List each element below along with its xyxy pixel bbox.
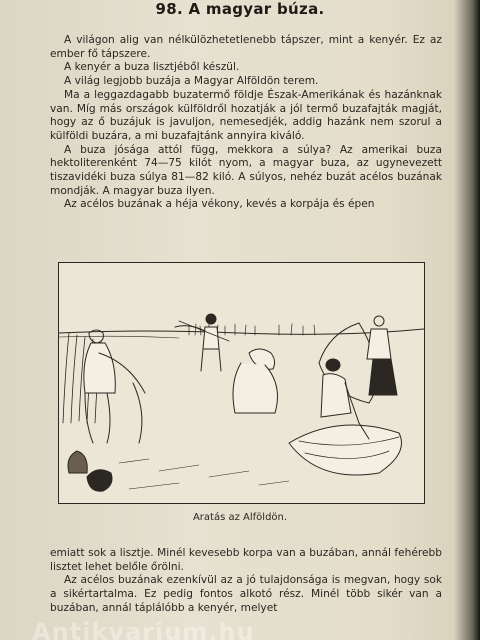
paragraph: Az acélos buzának ezenkívül az a jó tulajdonsága is megvan, hogy sok a sikértartalma. Ez pedig fontos alkotó rész. Minél több sikér van a buzában, annál táplálóbb a kenyér, melyet (50, 574, 442, 614)
harvest-illustration (58, 262, 425, 504)
figure-caption: Aratás az Alföldön. (192, 512, 288, 523)
paragraph: Ma a leggazdagabb buzatermő földje Észak-Amerikának és hazánknak van. Míg más országok külföldről hozatják a jól termő buzafajták magját, hogy az ő buzájuk is javuljon, nemesedjék, addig hazánk nem szorul a külföldi buzára, a mi buzafajtánk annyira kiváló. (50, 88, 442, 142)
paragraph: A világ legjobb buzája a Magyar Alföldön terem. (64, 75, 319, 88)
bottom-text-block (50, 547, 442, 616)
paragraph: Az acélos buzának a héja vékony, kevés a korpája és épen (64, 198, 375, 211)
paragraph: A kenyér a buza lisztjéből készül. (64, 61, 240, 74)
paragraph: A világon alig van nélkülözhetetlenebb tápszer, mint a kenyér. Ez az ember fő tápszere. (50, 34, 442, 60)
watermark: Antikvarium.hu (32, 618, 255, 640)
harvest-drawing (59, 263, 424, 503)
paragraph: A buza jósága attól függ, mekkora a súlya? Az amerikai buza hektoliterenként 74—75 kilót nyom, a magyar buza, az ugynevezett tiszavidéki buza súlya 81—82 kiló. A súlyos, nehéz buzát acélos buzának mondják. A magyar buza ilyen. (50, 143, 442, 197)
section-heading: 98. A magyar búza. (155, 0, 325, 18)
page-edge-shadow (454, 0, 480, 640)
top-text-block (50, 34, 442, 212)
paragraph: emiatt sok a lisztje. Minél kevesebb korpa van a buzában, annál fehérebb lisztet lehet belőle őrölni. (50, 547, 442, 573)
